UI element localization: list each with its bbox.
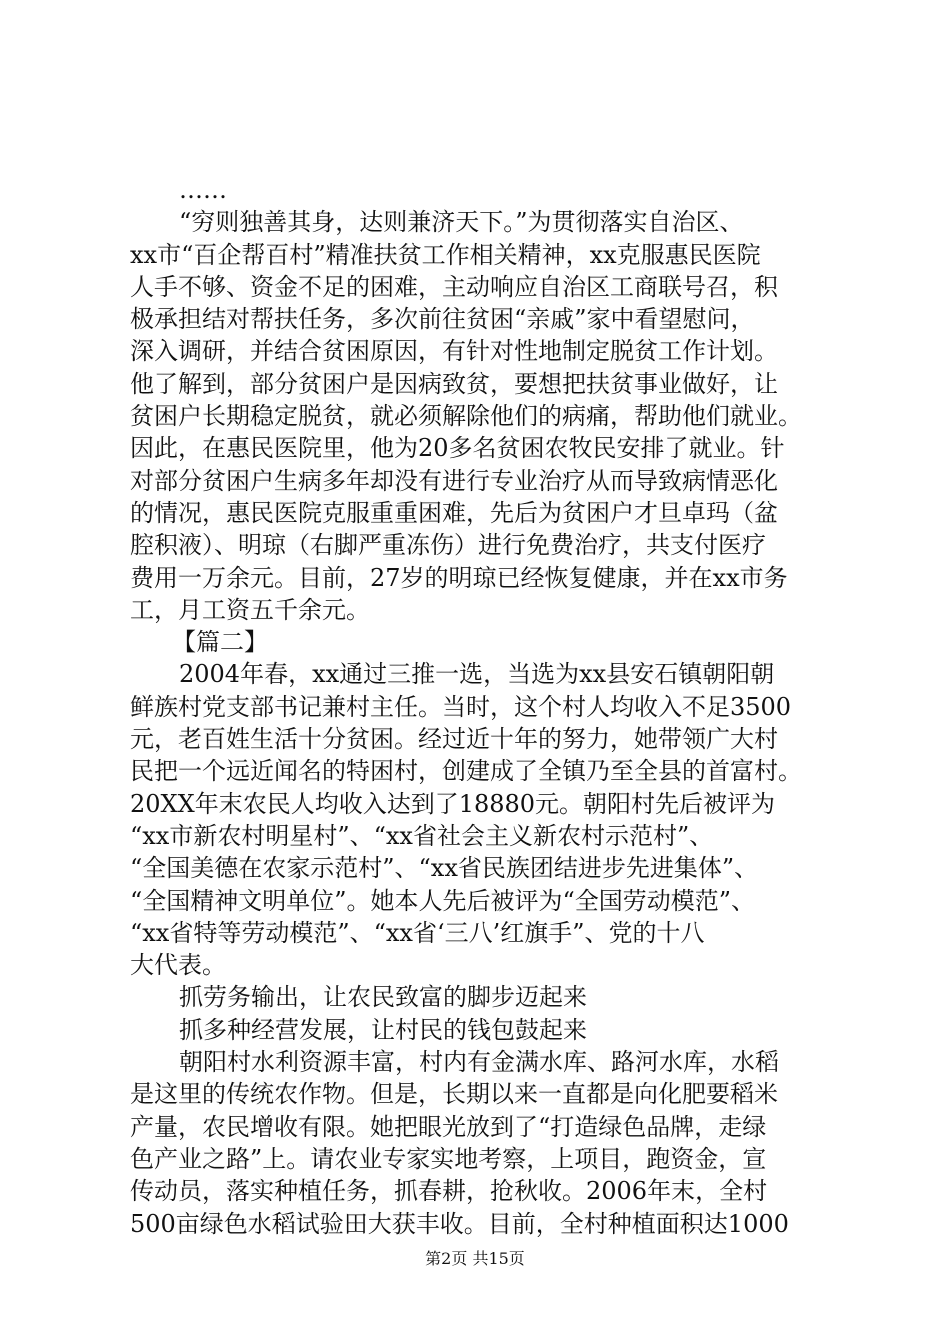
text-line: 他了解到，部分贫困户是因病致贫，要想把扶贫事业做好，让 bbox=[130, 369, 778, 398]
text-line: 工，月工资五千余元。 bbox=[130, 595, 370, 624]
text-line: 鲜族村党支部书记兼村主任。当时，这个村人均收入不足3500 bbox=[130, 692, 792, 721]
text-line: “xx市新农村明星村”、“xx省社会主义新农村示范村”、 bbox=[130, 821, 714, 850]
text-line: 大代表。 bbox=[130, 951, 226, 980]
text-line: “xx省特等劳动模范”、“xx省‘三八’红旗手”、党的十八 bbox=[130, 918, 705, 947]
text-line: “全国精神文明单位”。她本人先后被评为“全国劳动模范”、 bbox=[130, 886, 756, 915]
text-line: xx市“百企帮百村”精准扶贫工作相关精神，xx克服惠民医院 bbox=[130, 240, 761, 269]
text-line: 腔积液）、明琼（右脚严重冻伤）进行免费治疗，共支付医疗 bbox=[130, 531, 766, 560]
text-line: 民把一个远近闻名的特困村，创建成了全镇乃至全县的首富村。 bbox=[130, 757, 802, 786]
text-line: 传动员，落实种植任务，抓春耕，抢秋收。2006年末，全村 bbox=[130, 1177, 768, 1206]
text-line: 贫困户长期稳定脱贫，就必须解除他们的病痛，帮助他们就业。 bbox=[130, 402, 802, 431]
text-line: 深入调研，并结合贫困原因，有针对性地制定脱贫工作计划。 bbox=[130, 337, 778, 366]
text-line: 对部分贫困户生病多年却没有进行专业治疗从而导致病情恶化 bbox=[130, 466, 778, 495]
text-line: 抓多种经营发展，让村民的钱包鼓起来 bbox=[179, 1015, 587, 1044]
page-footer: 第2页 共15页 bbox=[425, 1249, 525, 1268]
text-line: 费用一万余元。目前，27岁的明琼已经恢复健康，并在xx市务 bbox=[130, 563, 788, 592]
text-line: 2004年春，xx通过三推一选，当选为xx县安石镇朝阳朝 bbox=[179, 660, 775, 689]
text-line: 抓劳务输出，让农民致富的脚步迈起来 bbox=[179, 983, 587, 1012]
document-body bbox=[130, 174, 830, 1240]
text-line: 的情况，惠民医院克服重重困难，先后为贫困户才旦卓玛（盆 bbox=[130, 498, 778, 527]
text-line: 元，老百姓生活十分贫困。经过近十年的努力，她带领广大村 bbox=[130, 725, 778, 754]
text-line: “穷则独善其身，达则兼济天下。”为贯彻落实自治区、 bbox=[179, 208, 744, 237]
text-line: 20XX年末农民人均收入达到了18880元。朝阳村先后被评为 bbox=[130, 789, 776, 818]
text-line: 【篇二】 bbox=[172, 628, 268, 657]
text-line: 500亩绿色水稻试验田大获丰收。目前，全村种植面积达1000 bbox=[130, 1209, 789, 1238]
text-line: 色产业之路”上。请农业专家实地考察，上项目，跑资金，宣 bbox=[130, 1144, 767, 1173]
text-line: 因此，在惠民医院里，他为20多名贫困农牧民安排了就业。针 bbox=[130, 434, 785, 463]
text-line: 人手不够、资金不足的困难，主动响应自治区工商联号召，积 bbox=[130, 272, 778, 301]
text-line: 极承担结对帮扶任务，多次前往贫困“亲戚”家中看望慰问， bbox=[130, 305, 755, 334]
text-line: 是这里的传统农作物。但是，长期以来一直都是向化肥要稻米 bbox=[130, 1080, 778, 1109]
text-line: 朝阳村水利资源丰富，村内有金满水库、路河水库，水稻 bbox=[179, 1048, 779, 1077]
text-line: “全国美德在农家示范村”、“xx省民族团结进步先进集体”、 bbox=[130, 854, 759, 883]
text-line: 产量，农民增收有限。她把眼光放到了“打造绿色品牌，走绿 bbox=[130, 1112, 767, 1141]
text-line: …… bbox=[179, 176, 227, 204]
